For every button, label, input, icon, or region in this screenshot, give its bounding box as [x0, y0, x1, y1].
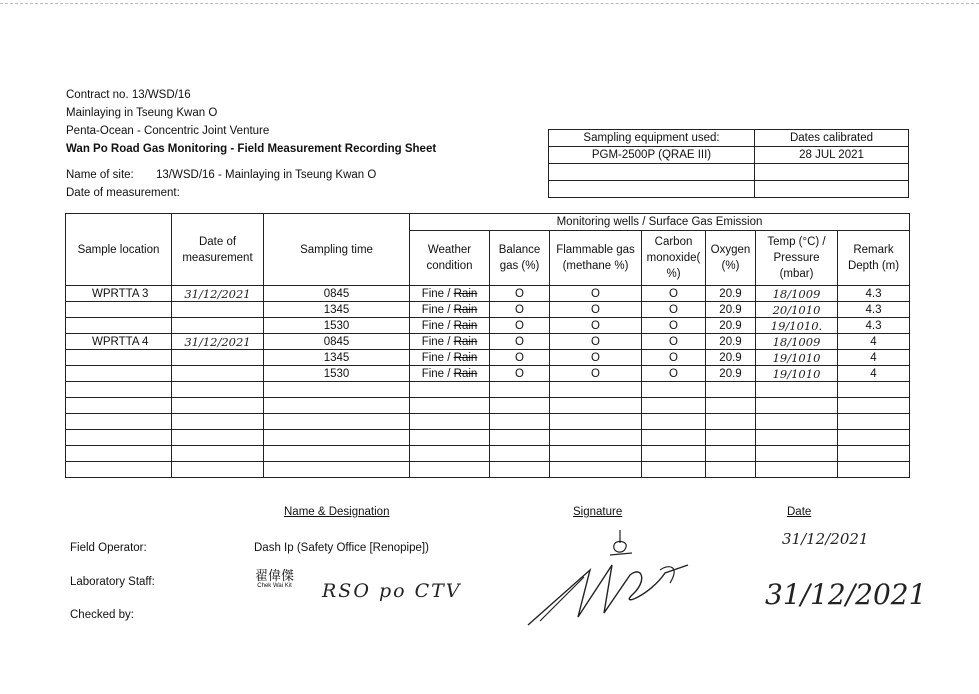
- header-temp: Temp (°C) / Pressure (mbar): [756, 231, 838, 286]
- blank-rows: [66, 382, 910, 478]
- laboratory-staff-name: RSO po CTV: [322, 580, 462, 602]
- balance-gas-cell: O: [490, 302, 550, 318]
- weather-cell: [410, 286, 490, 302]
- calibration-date: 28 JUL 2021: [755, 147, 909, 164]
- sampling-time-cell: 1345: [264, 350, 410, 366]
- header-group: Monitoring wells / Surface Gas Emission: [410, 214, 910, 231]
- empty-cell: [549, 164, 755, 181]
- weather-rain-struck: Rain: [453, 367, 478, 380]
- balance-gas-cell: O: [490, 366, 550, 382]
- remark-depth-cell: 4.3: [838, 302, 910, 318]
- sample-location-cell: WPRTTA 3: [66, 286, 172, 302]
- sample-location-cell: [66, 302, 172, 318]
- laboratory-staff-label: Laboratory Staff:: [70, 576, 155, 588]
- remark-depth-cell: 4.3: [838, 318, 910, 334]
- date-cell: [172, 366, 264, 382]
- weather-cell: [410, 350, 490, 366]
- project-name: Mainlaying in Tseung Kwan O: [66, 107, 218, 119]
- oxygen-cell: 20.9: [706, 350, 756, 366]
- weather-fine: Fine /: [421, 335, 451, 348]
- balance-gas-cell: O: [490, 334, 550, 350]
- checked-by-label: Checked by:: [70, 609, 134, 621]
- flammable-gas-cell: O: [550, 318, 642, 334]
- date-cell: [172, 318, 264, 334]
- remark-depth-cell: 4.3: [838, 286, 910, 302]
- weather-rain-struck: Rain: [453, 351, 478, 364]
- equipment-device: PGM-2500P (QRAE III): [549, 147, 755, 164]
- flammable-gas-cell: O: [550, 350, 642, 366]
- field-operator-label: Field Operator:: [70, 542, 147, 554]
- flammable-gas-cell: O: [550, 286, 642, 302]
- header-balance: Balance gas (%): [490, 231, 550, 286]
- site-info: [66, 166, 376, 202]
- oxygen-cell: 20.9: [706, 286, 756, 302]
- date-cell: 31/12/2021: [172, 286, 264, 302]
- weather-fine: Fine /: [421, 287, 451, 300]
- oxygen-cell: 20.9: [706, 334, 756, 350]
- weather-rain-struck: Rain: [453, 303, 478, 316]
- sample-location-cell: [66, 318, 172, 334]
- table-row: [66, 334, 910, 350]
- weather-fine: Fine /: [421, 319, 451, 332]
- document-header: [66, 86, 436, 158]
- weather-rain-struck: Rain: [453, 319, 478, 332]
- header-flammable: Flammable gas (methane %): [550, 231, 642, 286]
- table-row: [66, 350, 910, 366]
- handwritten-signature: [520, 525, 690, 635]
- weather-fine: Fine /: [421, 367, 451, 380]
- oxygen-cell: 20.9: [706, 318, 756, 334]
- weather-fine: Fine /: [421, 303, 451, 316]
- carbon-monoxide-cell: O: [642, 334, 706, 350]
- table-row: [66, 302, 910, 318]
- temp-pressure-cell: 19/1010: [756, 366, 838, 382]
- date-cell: 31/12/2021: [172, 334, 264, 350]
- contract-number: Contract no. 13/WSD/16: [66, 89, 191, 101]
- oxygen-cell: 20.9: [706, 366, 756, 382]
- temp-pressure-cell: 19/1010: [756, 350, 838, 366]
- field-operator-name: Dash Ip (Safety Office [Renopipe]): [254, 542, 429, 554]
- site-name-value: 13/WSD/16 - Mainlaying in Tseung Kwan O: [156, 169, 377, 181]
- equipment-table: [548, 129, 909, 198]
- header-sampling-time: Sampling time: [264, 214, 410, 286]
- remark-depth-cell: 4: [838, 366, 910, 382]
- balance-gas-cell: O: [490, 286, 550, 302]
- flammable-gas-cell: O: [550, 334, 642, 350]
- laboratory-staff-date: 31/12/2021: [765, 578, 927, 611]
- weather-cell: [410, 318, 490, 334]
- data-rows: [66, 286, 910, 382]
- sampling-time-cell: 1530: [264, 366, 410, 382]
- sheet-title: Wan Po Road Gas Monitoring - Field Measurement Recording Sheet: [66, 143, 437, 155]
- header-remark: Remark Depth (m): [838, 231, 910, 286]
- temp-pressure-cell: 18/1009: [756, 334, 838, 350]
- measurement-table: [65, 213, 910, 478]
- field-operator-date: 31/12/2021: [782, 530, 869, 548]
- calibration-header: Dates calibrated: [755, 130, 909, 147]
- stamp-chinese-name: 翟偉傑: [255, 568, 295, 583]
- header-sample-location: Sample location: [66, 214, 172, 286]
- temp-pressure-cell: 19/1010.: [756, 318, 838, 334]
- header-oxygen: Oxygen (%): [706, 231, 756, 286]
- carbon-monoxide-cell: O: [642, 350, 706, 366]
- equipment-header: Sampling equipment used:: [549, 130, 755, 147]
- weather-rain-struck: Rain: [453, 335, 478, 348]
- sampling-time-cell: 1530: [264, 318, 410, 334]
- weather-rain-struck: Rain: [453, 287, 478, 300]
- name-designation-header: Name & Designation: [284, 506, 390, 518]
- sampling-time-cell: 0845: [264, 286, 410, 302]
- name-stamp: [255, 568, 295, 591]
- measurement-date-label: Date of measurement:: [66, 187, 180, 199]
- table-row: [66, 286, 910, 302]
- carbon-monoxide-cell: O: [642, 318, 706, 334]
- header-co: Carbon monoxide( %): [642, 231, 706, 286]
- header-weather: Weather condition: [410, 231, 490, 286]
- top-dashed-line: [0, 3, 979, 4]
- empty-cell: [755, 181, 909, 198]
- balance-gas-cell: O: [490, 318, 550, 334]
- flammable-gas-cell: O: [550, 302, 642, 318]
- empty-cell: [755, 164, 909, 181]
- date-header: Date: [787, 506, 812, 518]
- sampling-time-cell: 0845: [264, 334, 410, 350]
- site-name-label: Name of site:: [66, 169, 134, 181]
- sampling-time-cell: 1345: [264, 302, 410, 318]
- empty-cell: [549, 181, 755, 198]
- carbon-monoxide-cell: O: [642, 286, 706, 302]
- temp-pressure-cell: 18/1009: [756, 286, 838, 302]
- weather-cell: [410, 302, 490, 318]
- table-row: [66, 318, 910, 334]
- weather-cell: [410, 334, 490, 350]
- date-cell: [172, 302, 264, 318]
- sample-location-cell: WPRTTA 4: [66, 334, 172, 350]
- remark-depth-cell: 4: [838, 334, 910, 350]
- temp-pressure-cell: 20/1010: [756, 302, 838, 318]
- oxygen-cell: 20.9: [706, 302, 756, 318]
- date-cell: [172, 350, 264, 366]
- table-row: [66, 366, 910, 382]
- stamp-english-name: Chek Wai Kit: [257, 583, 292, 589]
- header-date: Date of measurement: [172, 214, 264, 286]
- weather-fine: Fine /: [421, 351, 451, 364]
- sample-location-cell: [66, 366, 172, 382]
- sample-location-cell: [66, 350, 172, 366]
- carbon-monoxide-cell: O: [642, 366, 706, 382]
- signature-header: Signature: [573, 506, 623, 518]
- remark-depth-cell: 4: [838, 350, 910, 366]
- flammable-gas-cell: O: [550, 366, 642, 382]
- balance-gas-cell: O: [490, 350, 550, 366]
- contractor-name: Penta-Ocean - Concentric Joint Venture: [66, 125, 270, 137]
- carbon-monoxide-cell: O: [642, 302, 706, 318]
- weather-cell: [410, 366, 490, 382]
